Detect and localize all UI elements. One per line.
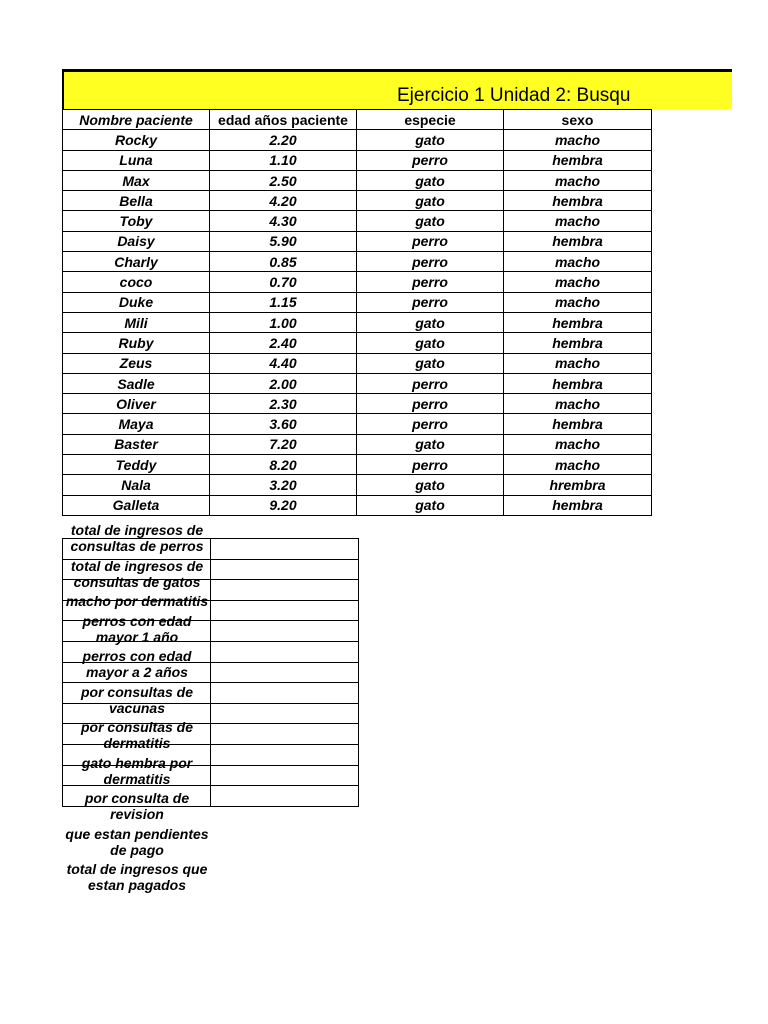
- table-cell[interactable]: hembra: [504, 373, 652, 393]
- table-cell[interactable]: 4.40: [210, 353, 357, 373]
- summary-label: total de ingresos que estan pagados: [66, 861, 208, 893]
- table-cell[interactable]: macho: [504, 170, 652, 190]
- summary-value-cell[interactable]: [211, 539, 359, 560]
- table-row: [63, 434, 652, 454]
- table-cell[interactable]: Maya: [63, 414, 210, 434]
- table-cell[interactable]: Max: [63, 170, 210, 190]
- table-cell[interactable]: coco: [63, 272, 210, 292]
- table-cell[interactable]: Teddy: [63, 455, 210, 475]
- table-row: [63, 130, 652, 150]
- table-cell[interactable]: macho: [504, 455, 652, 475]
- title-bar: [62, 69, 732, 109]
- table-cell[interactable]: 7.20: [210, 434, 357, 454]
- summary-value-cell[interactable]: [211, 662, 359, 683]
- table-cell[interactable]: perro: [357, 455, 504, 475]
- table-row: [63, 191, 652, 211]
- table-cell[interactable]: Luna: [63, 150, 210, 170]
- table-cell[interactable]: hembra: [504, 414, 652, 434]
- table-row: [63, 414, 652, 434]
- table-cell[interactable]: macho: [504, 292, 652, 312]
- table-cell[interactable]: 1.10: [210, 150, 357, 170]
- summary-value-cell[interactable]: [211, 580, 359, 601]
- table-cell[interactable]: 0.85: [210, 252, 357, 272]
- header-cell[interactable]: especie: [357, 110, 504, 130]
- table-cell[interactable]: perro: [357, 231, 504, 251]
- table-cell[interactable]: 4.20: [210, 191, 357, 211]
- table-cell[interactable]: 3.20: [210, 475, 357, 495]
- table-cell[interactable]: Mili: [63, 312, 210, 332]
- table-cell[interactable]: 8.20: [210, 455, 357, 475]
- table-cell[interactable]: macho: [504, 211, 652, 231]
- table-cell[interactable]: Duke: [63, 292, 210, 312]
- summary-label: perros con edad mayor a 2 años: [82, 648, 192, 680]
- table-cell[interactable]: macho: [504, 353, 652, 373]
- summary-value-cell[interactable]: [211, 744, 359, 765]
- table-cell[interactable]: Rocky: [63, 130, 210, 150]
- table-cell[interactable]: 2.00: [210, 373, 357, 393]
- table-cell[interactable]: hembra: [504, 191, 652, 211]
- summary-value-cell[interactable]: [211, 703, 359, 724]
- summary-labels: [62, 522, 212, 897]
- table-cell[interactable]: gato: [357, 353, 504, 373]
- table-cell[interactable]: gato: [357, 130, 504, 150]
- summary-label: total de ingresos de consultas de perros: [70, 522, 204, 554]
- table-cell[interactable]: hembra: [504, 150, 652, 170]
- table-cell[interactable]: hembra: [504, 333, 652, 353]
- summary-value-cell[interactable]: [211, 786, 359, 807]
- table-cell[interactable]: Baster: [63, 434, 210, 454]
- summary-label: que estan pendientes de pago: [65, 825, 209, 858]
- table-cell[interactable]: gato: [357, 475, 504, 495]
- table-row: [63, 333, 652, 353]
- table-cell[interactable]: Daisy: [63, 231, 210, 251]
- summary-value-cell[interactable]: [211, 600, 359, 621]
- table-cell[interactable]: 0.70: [210, 272, 357, 292]
- header-cell[interactable]: Nombre paciente: [63, 110, 210, 130]
- table-row: [63, 394, 652, 414]
- table-row: [63, 252, 652, 272]
- table-row: [63, 272, 652, 292]
- table-cell[interactable]: Ruby: [63, 333, 210, 353]
- table-cell[interactable]: hembra: [504, 495, 652, 515]
- summary-value-cell[interactable]: [211, 621, 359, 642]
- table-cell[interactable]: 1.00: [210, 312, 357, 332]
- table-cell[interactable]: 2.20: [210, 130, 357, 150]
- summary-label: por consultas de dermatitis: [80, 719, 194, 751]
- table-cell[interactable]: 9.20: [210, 495, 357, 515]
- table-cell[interactable]: perro: [357, 272, 504, 292]
- table-cell[interactable]: 1.15: [210, 292, 357, 312]
- table-cell[interactable]: Galleta: [63, 495, 210, 515]
- table-row: [63, 312, 652, 332]
- summary-value-cell[interactable]: [211, 724, 359, 745]
- table-row: [63, 475, 652, 495]
- table-cell[interactable]: macho: [504, 434, 652, 454]
- table-cell[interactable]: 2.50: [210, 170, 357, 190]
- table-row: [63, 231, 652, 251]
- table-cell[interactable]: perro: [357, 394, 504, 414]
- table-cell[interactable]: 4.30: [210, 211, 357, 231]
- summary-label: perros con edad mayor 1 año: [82, 612, 192, 645]
- table-cell[interactable]: perro: [357, 414, 504, 434]
- summary-value-cell[interactable]: [211, 641, 359, 662]
- summary-value-cell[interactable]: [211, 765, 359, 786]
- summary-label: macho por dermatitis: [65, 593, 209, 609]
- table-row: [63, 150, 652, 170]
- table-cell[interactable]: perro: [357, 150, 504, 170]
- header-cell[interactable]: sexo: [504, 110, 652, 130]
- table-cell[interactable]: Charly: [63, 252, 210, 272]
- table-cell[interactable]: Nala: [63, 475, 210, 495]
- table-cell[interactable]: gato: [357, 191, 504, 211]
- table-row: [63, 211, 652, 231]
- table-cell[interactable]: gato: [357, 312, 504, 332]
- summary-value-cell[interactable]: [211, 559, 359, 580]
- table-cell[interactable]: Sadle: [63, 373, 210, 393]
- summary-value-cell[interactable]: [211, 683, 359, 704]
- table-cell[interactable]: macho: [504, 394, 652, 414]
- header-cell[interactable]: edad años paciente: [210, 110, 357, 130]
- table-cell[interactable]: 5.90: [210, 231, 357, 251]
- table-cell[interactable]: gato: [357, 434, 504, 454]
- table-row: [63, 455, 652, 475]
- table-row: [63, 353, 652, 373]
- table-cell[interactable]: hrembra: [504, 475, 652, 495]
- table-cell[interactable]: 3.60: [210, 414, 357, 434]
- table-cell[interactable]: gato: [357, 495, 504, 515]
- table-cell[interactable]: macho: [504, 252, 652, 272]
- summary-block: [62, 522, 361, 893]
- table-cell[interactable]: 2.40: [210, 333, 357, 353]
- summary-label: gato hembra por dermatitis: [81, 754, 193, 787]
- header-row: [63, 110, 652, 130]
- table-row: [63, 495, 652, 515]
- summary-label: total de ingresos de consultas de gatos: [70, 557, 204, 590]
- table-cell[interactable]: hembra: [504, 231, 652, 251]
- table-cell[interactable]: gato: [357, 211, 504, 231]
- table-cell[interactable]: Toby: [63, 211, 210, 231]
- sheet-title: Ejercicio 1 Unidad 2: Busqu: [397, 85, 631, 106]
- table-cell[interactable]: Bella: [63, 191, 210, 211]
- table-cell[interactable]: hembra: [504, 312, 652, 332]
- table-cell[interactable]: macho: [504, 272, 652, 292]
- summary-label: por consultas de vacunas: [80, 683, 194, 716]
- table-cell[interactable]: Oliver: [63, 394, 210, 414]
- table-row: [63, 373, 652, 393]
- table-cell[interactable]: gato: [357, 333, 504, 353]
- table-row: [63, 292, 652, 312]
- table-cell[interactable]: macho: [504, 130, 652, 150]
- table-cell[interactable]: perro: [357, 252, 504, 272]
- table-cell[interactable]: Zeus: [63, 353, 210, 373]
- table-cell[interactable]: perro: [357, 292, 504, 312]
- table-row: [63, 170, 652, 190]
- summary-label: por consulta de revision: [84, 790, 190, 822]
- table-cell[interactable]: 2.30: [210, 394, 357, 414]
- table-cell[interactable]: gato: [357, 170, 504, 190]
- patients-table: [62, 109, 652, 516]
- table-cell[interactable]: perro: [357, 373, 504, 393]
